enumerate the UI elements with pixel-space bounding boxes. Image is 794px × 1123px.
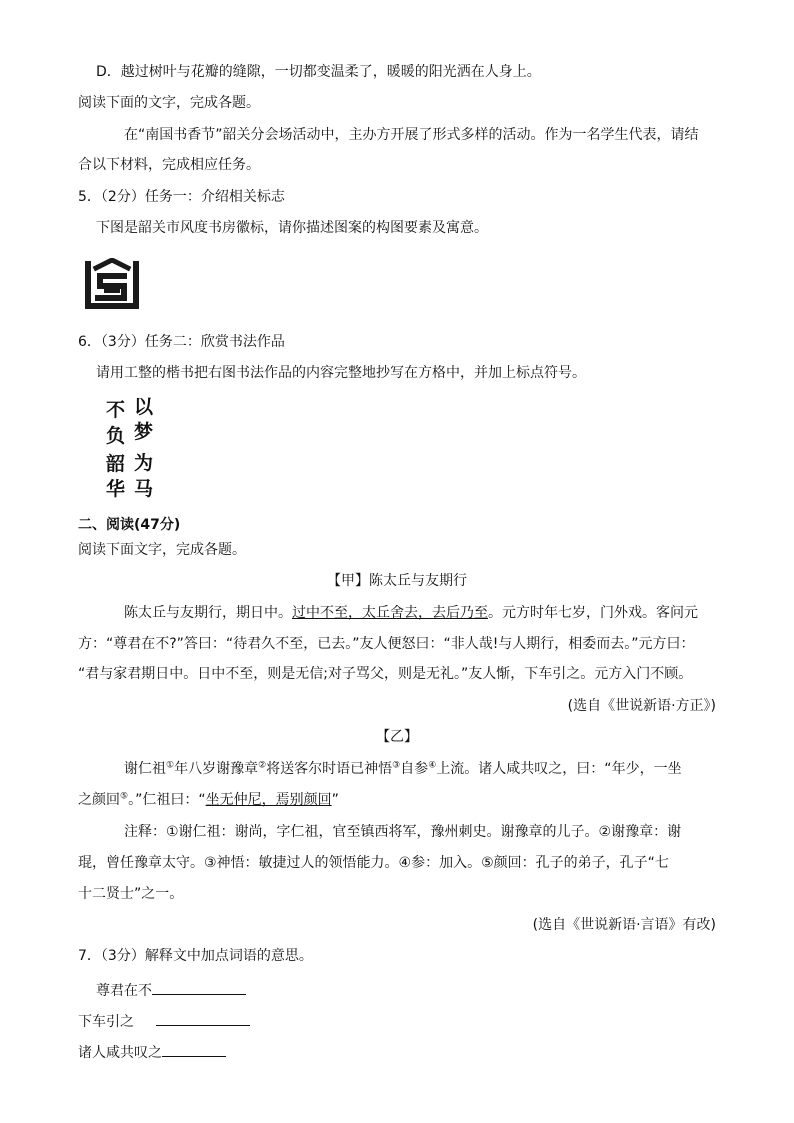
underlined-sentence: 坐无仲尼，焉别颜回 (205, 792, 332, 808)
passage-yi-title: 【乙】 (376, 729, 418, 745)
q7-item-2 (78, 1010, 250, 1032)
underlined-sentence: 过中不至，太丘舍去，去后乃至 (292, 605, 488, 621)
footnote-marker: ⑤ (120, 791, 129, 802)
answer-blank[interactable] (156, 1010, 250, 1026)
calligraphy-char: 梦 (134, 421, 154, 443)
text-segment: 谢仁祖 (124, 761, 166, 777)
reading-instruction-2: 阅读下面文字，完成各题。 (78, 542, 246, 558)
passage-jia-title: 【甲】陈太丘与友期行 (327, 573, 467, 589)
text-segment: 上流。诸人咸共叹之，曰：“年少，一坐 (436, 761, 682, 777)
calligraphy-char: 负 (106, 425, 126, 447)
text-segment: 。元方时年七岁，门外戏。客问元 (488, 605, 698, 621)
text-segment: ” (331, 792, 339, 808)
text-segment: 陈太丘与友期行，期日中。 (124, 605, 292, 621)
reading-instruction: 阅读下面的文字，完成各题。 (78, 95, 260, 111)
question-5: 5．（2分）任务一：介绍相关标志 (78, 189, 285, 205)
question-6-prompt: 请用工整的楷书把右图书法作品的内容完整地抄写在方格中，并加上标点符号。 (96, 365, 586, 381)
text-segment: 之颜回 (78, 792, 120, 808)
calligraphy-char: 以 (134, 396, 154, 418)
question-7: 7．（3分）解释文中加点词语的意思。 (78, 948, 313, 964)
intro-paragraph-line2: 合以下材料，完成相应任务。 (78, 157, 260, 173)
q7-item-label: 尊君在不 (96, 983, 152, 999)
q7-item-label: 诸人咸共叹之 (78, 1045, 162, 1061)
q7-item-1 (96, 979, 246, 1001)
fengdu-bookroom-logo-icon (84, 258, 140, 310)
q7-item-3 (78, 1041, 226, 1063)
calligraphy-artwork (104, 395, 164, 505)
text-segment: 自参 (400, 761, 429, 777)
calligraphy-char: 华 (106, 478, 126, 500)
passage-jia-line1 (124, 603, 698, 623)
source-citation-2: (选自《世说新语·言语》有改) (532, 917, 716, 933)
passage-yi-line2 (78, 790, 339, 810)
section-2-heading: 二、阅读(47分) (78, 517, 181, 533)
option-d: D．越过树叶与花瓣的缝隙，一切都变温柔了，暖暖的阳光洒在人身上。 (96, 64, 541, 80)
intro-paragraph-line1: 在“南国书香节”韶关分会场活动中，主办方开展了形式多样的活动。作为一名学生代表，请结 (124, 127, 699, 143)
footnote-marker: ③ (392, 760, 401, 771)
footnote-marker: ④ (428, 760, 437, 771)
footnote-marker: ① (166, 760, 175, 771)
footnote-marker: ② (258, 760, 267, 771)
notes-line2: 琨，曾任豫章太守。③神悟：敏捷过人的领悟能力。④参：加入。⑤颜回：孔子的弟子，孔子“七 (78, 855, 669, 871)
text-segment: 年八岁谢豫章 (174, 761, 259, 777)
answer-blank[interactable] (162, 1041, 226, 1057)
notes-line3: 十二贤士”之一。 (78, 886, 184, 902)
calligraphy-char: 马 (134, 478, 154, 500)
calligraphy-char: 韶 (106, 453, 126, 475)
source-citation-1: (选自《世说新语·方正》) (567, 698, 716, 714)
text-segment: 将送客尔时语已神悟 (266, 761, 393, 777)
question-5-prompt: 下图是韶关市风度书房徽标，请你描述图案的构图要素及寓意。 (96, 220, 488, 236)
answer-blank[interactable] (152, 979, 246, 995)
passage-jia-line3: “君与家君期日中。日中不至，则是无信;对子骂父，则是无礼。”友人惭，下车引之。元方入门不顾。 (78, 666, 693, 682)
text-segment: 。”仁祖曰：“ (128, 792, 206, 808)
passage-yi-line1 (124, 759, 682, 779)
question-6: 6．（3分）任务二：欣赏书法作品 (78, 334, 285, 350)
calligraphy-char: 为 (134, 452, 154, 474)
notes-line1: 注释：①谢仁祖：谢尚，字仁祖，官至镇西将军，豫州刺史。谢豫章的儿子。②谢豫章：谢 (124, 824, 682, 840)
calligraphy-char: 不 (106, 399, 126, 421)
passage-jia-line2: 方：“尊君在不?”答曰：“待君久不至，已去。”友人便怒曰：“非人哉!与人期行，相委而去。”元方曰： (78, 636, 695, 652)
q7-item-label: 下车引之 (78, 1014, 134, 1030)
